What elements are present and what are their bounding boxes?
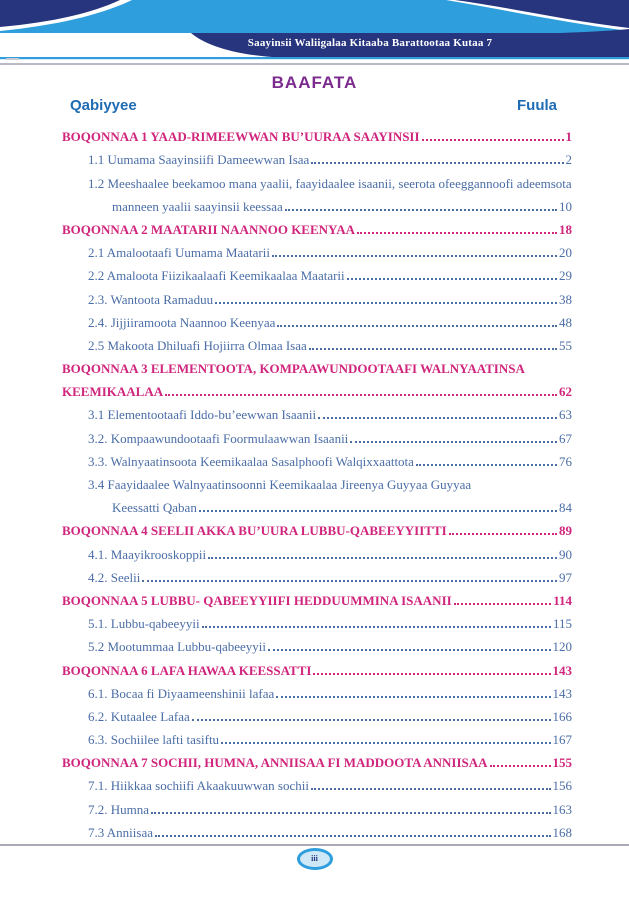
dot-leader <box>490 765 551 767</box>
dot-leader <box>357 232 557 234</box>
toc-chapter-row <box>62 377 572 400</box>
toc-entry-page: 143 <box>552 662 572 678</box>
column-header-page: Fuula <box>517 97 557 114</box>
dot-leader <box>165 394 557 396</box>
toc-entry-title: BOQONNAA 3 ELEMENTOOTA, KOMPAAWUNDOOTAAFI WALNYAATINSA <box>62 361 525 377</box>
dot-leader <box>215 302 557 304</box>
toc-entry-page: 67 <box>559 430 572 446</box>
toc-entry-title: BOQONNAA 6 LAFA HAWAA KEESSATTI <box>62 662 312 678</box>
toc-entry-title: 6.3. Sochiilee lafti tasiftu <box>88 732 220 748</box>
dot-leader <box>318 417 557 419</box>
page-number: iii <box>311 854 318 864</box>
footer <box>0 848 629 870</box>
toc-entry-page: 2 <box>565 152 572 168</box>
toc-entry-title: BOQONNAA 4 SEELII AKKA BU’UURA LUBBU-QABEEYYIITTI <box>62 523 447 539</box>
dot-leader <box>350 441 557 443</box>
toc-entry-title: 2.5 Makoota Dhiluafi Hojiirra Olmaa Isaa <box>88 337 307 353</box>
toc-chapter-row <box>62 354 572 377</box>
dot-leader <box>311 162 563 164</box>
toc-entry-page: 63 <box>559 407 572 423</box>
toc-entry-title: BOQONNAA 5 LUBBU- QABEEYYIIFI HEDDUUMMINA ISAANII <box>62 592 452 608</box>
toc-section-row <box>62 423 572 446</box>
banner-title: Saayinsii Waliigalaa Kitaaba Barattootaa Kutaa 7 <box>247 37 493 49</box>
toc-entry-title: KEEMIKAALAA <box>62 384 164 400</box>
toc-entry-page: 114 <box>553 592 572 608</box>
toc-entry-page: 156 <box>552 778 572 794</box>
toc-section-row <box>62 284 572 307</box>
toc-entry-page: 20 <box>559 245 572 261</box>
toc-entry-page: 89 <box>559 523 572 539</box>
toc-entry-title: 2.3. Wantoota Ramaduu <box>88 291 214 307</box>
dot-leader <box>199 510 557 512</box>
toc-section-row <box>62 609 572 632</box>
dot-leader <box>268 649 551 651</box>
toc-entry-title: 1.2 Meeshaalee beekamoo mana yaalii, faayidaalee isaanii, seerota ofeeggannoofi adeemsota <box>88 175 572 191</box>
toc-entry-page: 168 <box>552 824 572 840</box>
toc-entry-title: 3.2. Kompaawundootaafi Foormulaawwan Isaanii <box>88 430 349 446</box>
toc-section-row <box>62 679 572 702</box>
toc-entry-title: BOQONNAA 7 SOCHII, HUMNA, ANNIISAA FI MADDOOTA ANNIISAA <box>62 755 488 771</box>
page-title: BAAFATA <box>271 73 358 92</box>
dot-leader <box>221 742 550 744</box>
dot-leader <box>202 626 551 628</box>
toc-entry-page: 62 <box>559 384 572 400</box>
toc-entry-page: 55 <box>559 337 572 353</box>
toc-entry-page: 84 <box>559 500 572 516</box>
toc-entry-page: 167 <box>552 732 572 748</box>
toc-section-row <box>62 192 572 215</box>
toc-section-row <box>62 493 572 516</box>
dot-leader <box>208 557 557 559</box>
toc-entry-title: Keessatti Qaban <box>112 500 197 516</box>
dot-leader <box>142 580 557 582</box>
toc-chapter-row <box>62 516 572 539</box>
toc-entry-title: 2.4. Jijjiiramoota Naannoo Keenyaa <box>88 314 276 330</box>
toc-entry-page: 166 <box>552 708 572 724</box>
header-banner <box>0 0 629 60</box>
dot-leader <box>309 348 557 350</box>
toc-entry-page: 1 <box>565 129 572 145</box>
page-number-badge <box>297 848 333 870</box>
toc-entry-page: 38 <box>559 291 572 307</box>
toc-entry-title: 6.1. Bocaa fi Diyaameenshinii lafaa <box>88 685 275 701</box>
toc-section-row <box>62 168 572 191</box>
toc-section-row <box>62 563 572 586</box>
toc-entry-title: 5.1. Lubbu-qabeeyyii <box>88 616 200 632</box>
dot-leader <box>313 673 550 675</box>
toc-entry-title: 3.1 Elementootaafi Iddo-bu’eewwan Isaanii <box>88 407 317 423</box>
toc-section-row <box>62 794 572 817</box>
toc-section-row <box>62 771 572 794</box>
toc-entry-title: BOQONNAA 2 MAATARII NAANNOO KEENYAA <box>62 221 356 237</box>
dot-leader <box>422 139 564 141</box>
toc-chapter-row <box>62 655 572 678</box>
toc-entry-page: 155 <box>552 755 572 771</box>
dot-leader <box>416 464 557 466</box>
dot-leader <box>276 696 550 698</box>
toc-entry-title: 3.4 Faayidaalee Walnyaatinsoonni Keemikaalaa Jireenya Guyyaa Guyyaa <box>88 477 472 492</box>
toc-section-row <box>62 331 572 354</box>
toc-entry-page: 48 <box>559 314 572 330</box>
toc-chapter-row <box>62 215 572 238</box>
dot-leader <box>192 719 551 721</box>
toc-entry-title: 3.3. Walnyaatinsoota Keemikaalaa Sasalphoofi Walqixxaattota <box>88 453 414 469</box>
toc-section-row <box>62 447 572 470</box>
dot-leader <box>347 278 557 280</box>
toc-section-row <box>62 539 572 562</box>
toc-chapter-row <box>62 748 572 771</box>
dot-leader <box>449 533 557 535</box>
dot-leader <box>311 788 551 790</box>
toc-section-row <box>62 470 572 493</box>
toc-section-row <box>62 238 572 261</box>
toc-entry-title: 2.2 Amaloota Fiizikaalaafi Keemikaalaa Maatarii <box>88 268 345 284</box>
toc-entry-title: BOQONNAA 1 YAAD-RIMEEWWAN BU’UURAA SAAYINSII <box>62 129 420 145</box>
toc-entry-title: 1.1 Uumama Saayinsiifi Dameewwan Isaa <box>88 152 310 168</box>
dot-leader <box>272 255 557 257</box>
toc-entry-page: 76 <box>559 453 572 469</box>
toc-section-row <box>62 725 572 748</box>
toc-section-row <box>62 702 572 725</box>
toc-entry-page: 97 <box>559 569 572 585</box>
toc-section-row <box>62 818 572 841</box>
dot-leader <box>155 835 551 837</box>
toc-section-row <box>62 400 572 423</box>
toc-entry-page: 18 <box>559 221 572 237</box>
toc-entry-page: 120 <box>552 639 572 655</box>
toc-entry-title: 7.2. Humna <box>88 801 150 817</box>
toc-entry-title: 7.3 Anniisaa <box>88 824 153 840</box>
toc-entry-page: 115 <box>552 616 572 632</box>
toc-entry-page: 163 <box>552 801 572 817</box>
toc-entry-page: 10 <box>559 198 572 214</box>
banner-wave-graphic <box>0 0 629 60</box>
toc-section-row <box>62 145 572 168</box>
dot-leader <box>454 603 552 605</box>
footer-divider <box>0 844 629 846</box>
toc-entry-title: 6.2. Kutaalee Lafaa <box>88 708 190 724</box>
toc-entry-page: 143 <box>552 685 572 701</box>
header-divider <box>0 63 629 65</box>
toc-entry-title: 4.2. Seelii <box>88 569 141 585</box>
dot-leader <box>285 209 557 211</box>
toc-entry-title: 7.1. Hiikkaa sochiifi Akaakuuwwan sochii <box>88 778 309 794</box>
toc-entry-page: 29 <box>559 268 572 284</box>
toc-chapter-row <box>62 122 572 145</box>
toc-chapter-row <box>62 586 572 609</box>
dot-leader <box>277 325 557 327</box>
toc-list <box>62 122 572 841</box>
toc-entry-page: 90 <box>559 546 572 562</box>
toc-section-row <box>62 632 572 655</box>
column-header-contents: Qabiyyee <box>70 97 137 114</box>
dot-leader <box>151 812 550 814</box>
toc-entry-title: manneen yaalii saayinsii keessaa <box>112 198 283 214</box>
toc-entry-title: 2.1 Amalootaafi Uumama Maatarii <box>88 245 270 261</box>
toc-entry-title: 4.1. Maayikrooskoppii <box>88 546 207 562</box>
toc-column-headers <box>70 97 557 114</box>
toc-section-row <box>62 261 572 284</box>
toc-entry-title: 5.2 Mootummaa Lubbu-qabeeyyii <box>88 639 266 655</box>
margin-mark <box>6 58 19 60</box>
toc-section-row <box>62 308 572 331</box>
